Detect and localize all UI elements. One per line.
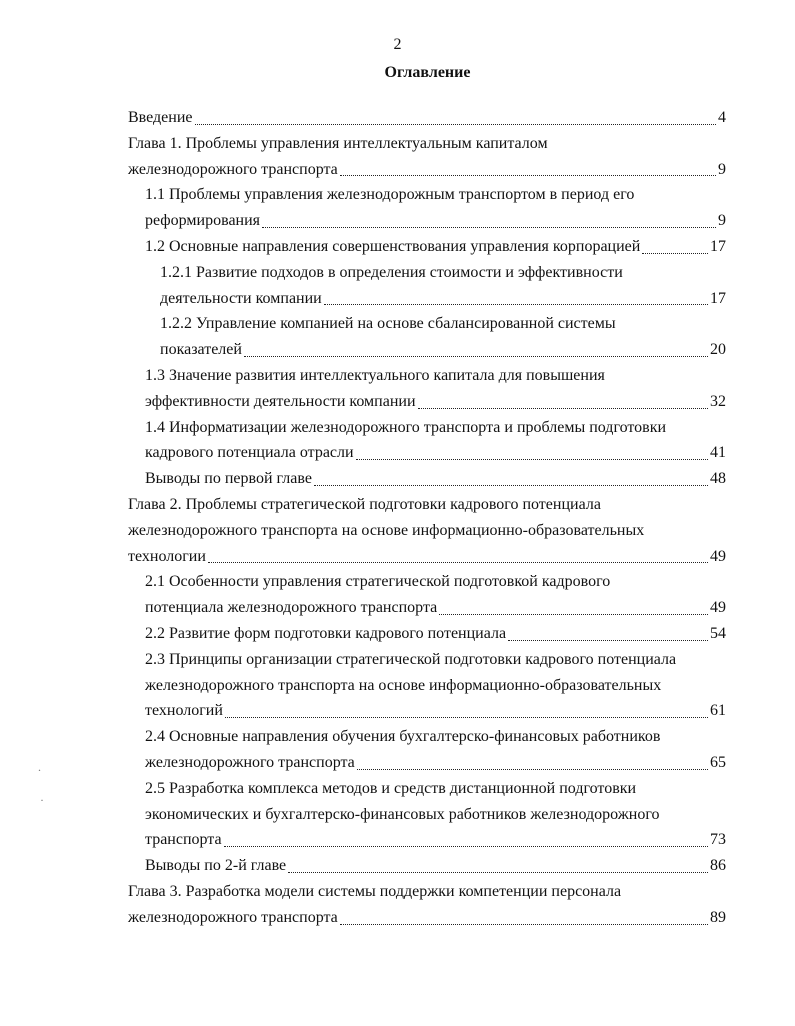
scan-speck: · bbox=[40, 793, 44, 807]
toc-entry-text: транспорта bbox=[145, 831, 222, 849]
toc-entry-text: Глава 3. Разработка модели системы поддержки компетенции персонала bbox=[128, 882, 622, 900]
toc-entry-text: 1.2 Основные направления совершенствования управления корпорацией bbox=[145, 237, 641, 255]
dot-leader bbox=[224, 846, 708, 847]
toc-entry bbox=[145, 724, 726, 776]
toc-page-number: 89 bbox=[710, 908, 726, 926]
toc-entry-text: Глава 1. Проблемы управления интеллектуальным капиталом bbox=[128, 134, 548, 152]
toc-entry-text: 2.1 Особенности управления стратегической подготовкой кадрового bbox=[145, 573, 611, 591]
dot-leader bbox=[340, 924, 708, 925]
toc-entry-text: технологий bbox=[145, 702, 223, 720]
dot-leader bbox=[195, 124, 717, 125]
table-of-contents bbox=[0, 105, 795, 931]
toc-page-number: 4 bbox=[718, 109, 726, 126]
toc-page-number: 17 bbox=[710, 289, 726, 307]
toc-entry-text: показателей bbox=[160, 341, 242, 359]
toc-entry-text: железнодорожного транспорта на основе информационно-образовательных bbox=[145, 676, 662, 694]
toc-entry bbox=[145, 853, 726, 879]
dot-leader bbox=[244, 356, 708, 357]
dot-leader bbox=[418, 408, 708, 409]
toc-entry-text: железнодорожного транспорта bbox=[145, 753, 355, 771]
dot-leader bbox=[642, 253, 708, 254]
dot-leader bbox=[314, 485, 708, 486]
dot-leader bbox=[288, 872, 708, 873]
toc-page-number: 65 bbox=[710, 753, 726, 771]
dot-leader bbox=[324, 304, 708, 305]
toc-entry-text: железнодорожного транспорта bbox=[128, 908, 338, 926]
toc-entry-text: технологии bbox=[128, 547, 206, 565]
toc-entry-text: 1.2.2 Управление компанией на основе сбалансированной системы bbox=[160, 315, 616, 333]
toc-entry-text: кадрового потенциала отрасли bbox=[145, 444, 354, 462]
toc-page-number: 48 bbox=[710, 470, 726, 488]
toc-entry bbox=[128, 492, 726, 569]
toc-entry-text: Глава 2. Проблемы стратегической подготовки кадрового потенциала bbox=[128, 495, 601, 513]
dot-leader bbox=[439, 614, 708, 615]
toc-entry-text: 1.4 Информатизации железнодорожного транспорта и проблемы подготовки bbox=[145, 418, 667, 436]
toc-title: Оглавление bbox=[384, 64, 471, 81]
toc-entry-text: 1.2.1 Развитие подходов в определения стоимости и эффективности bbox=[160, 263, 623, 281]
toc-entry-text: реформирования bbox=[145, 212, 261, 230]
dot-leader bbox=[225, 717, 708, 718]
scan-speck: . bbox=[38, 760, 41, 774]
dot-leader bbox=[208, 562, 708, 563]
toc-page-number: 49 bbox=[710, 547, 726, 565]
toc-entry-text: 2.4 Основные направления обучения бухгалтерско-финансовых работников bbox=[145, 728, 661, 746]
toc-entry-text: экономических и бухгалтерско-финансовых работников железнодорожного bbox=[145, 805, 660, 823]
toc-entry-text: 2.5 Разработка комплекса методов и средств дистанционной подготовки bbox=[145, 779, 637, 797]
page-number: 2 bbox=[393, 36, 402, 53]
dot-leader bbox=[356, 459, 708, 460]
toc-entry bbox=[145, 182, 726, 234]
dot-leader bbox=[508, 640, 708, 641]
toc-entry-text: Выводы по первой главе bbox=[145, 470, 312, 488]
toc-entry bbox=[145, 466, 726, 492]
toc-entry bbox=[160, 260, 726, 312]
toc-page-number: 32 bbox=[710, 392, 726, 410]
toc-entry-text: железнодорожного транспорта на основе информационно-образовательных bbox=[128, 521, 645, 539]
toc-entry-text: 2.3 Принципы организации стратегической подготовки кадрового потенциала bbox=[145, 650, 677, 668]
dot-leader bbox=[340, 175, 716, 176]
toc-entry-text: 1.3 Значение развития интеллектуального капитала для повышения bbox=[145, 366, 605, 384]
toc-entry bbox=[145, 234, 726, 260]
toc-page-number: 49 bbox=[710, 599, 726, 617]
toc-entry bbox=[145, 776, 726, 853]
toc-entry-text: железнодорожного транспорта bbox=[128, 160, 338, 178]
toc-entry-text: Введение bbox=[128, 109, 193, 126]
toc-entry bbox=[145, 621, 726, 647]
toc-entry-text: 2.2 Развитие форм подготовки кадрового потенциала bbox=[145, 624, 507, 642]
toc-entry-text: потенциала железнодорожного транспорта bbox=[145, 599, 438, 617]
toc-entry-text: 1.1 Проблемы управления железнодорожным транспортом в период его bbox=[145, 186, 635, 204]
toc-page-number: 20 bbox=[710, 341, 726, 359]
toc-entry bbox=[145, 363, 726, 415]
dot-leader bbox=[262, 227, 716, 228]
toc-page-number: 54 bbox=[710, 624, 726, 642]
toc-page-number: 9 bbox=[718, 160, 726, 178]
toc-page-number: 73 bbox=[710, 831, 726, 849]
toc-entry bbox=[160, 311, 726, 363]
toc-entry-text: Выводы по 2-й главе bbox=[145, 857, 287, 875]
toc-page-number: 17 bbox=[710, 237, 726, 255]
toc-entry bbox=[145, 415, 726, 467]
toc-entry-text: деятельности компании bbox=[160, 289, 322, 307]
toc-page-number: 86 bbox=[710, 857, 726, 875]
toc-entry bbox=[145, 569, 726, 621]
dot-leader bbox=[357, 769, 708, 770]
toc-entry-text: эффективности деятельности компании bbox=[145, 392, 416, 410]
toc-page-number: 61 bbox=[710, 702, 726, 720]
toc-entry bbox=[145, 647, 726, 724]
toc-entry bbox=[128, 879, 726, 931]
toc-page-number: 9 bbox=[718, 212, 726, 230]
toc-entry bbox=[128, 105, 726, 131]
toc-page-number: 41 bbox=[710, 444, 726, 462]
toc-entry bbox=[128, 131, 726, 183]
